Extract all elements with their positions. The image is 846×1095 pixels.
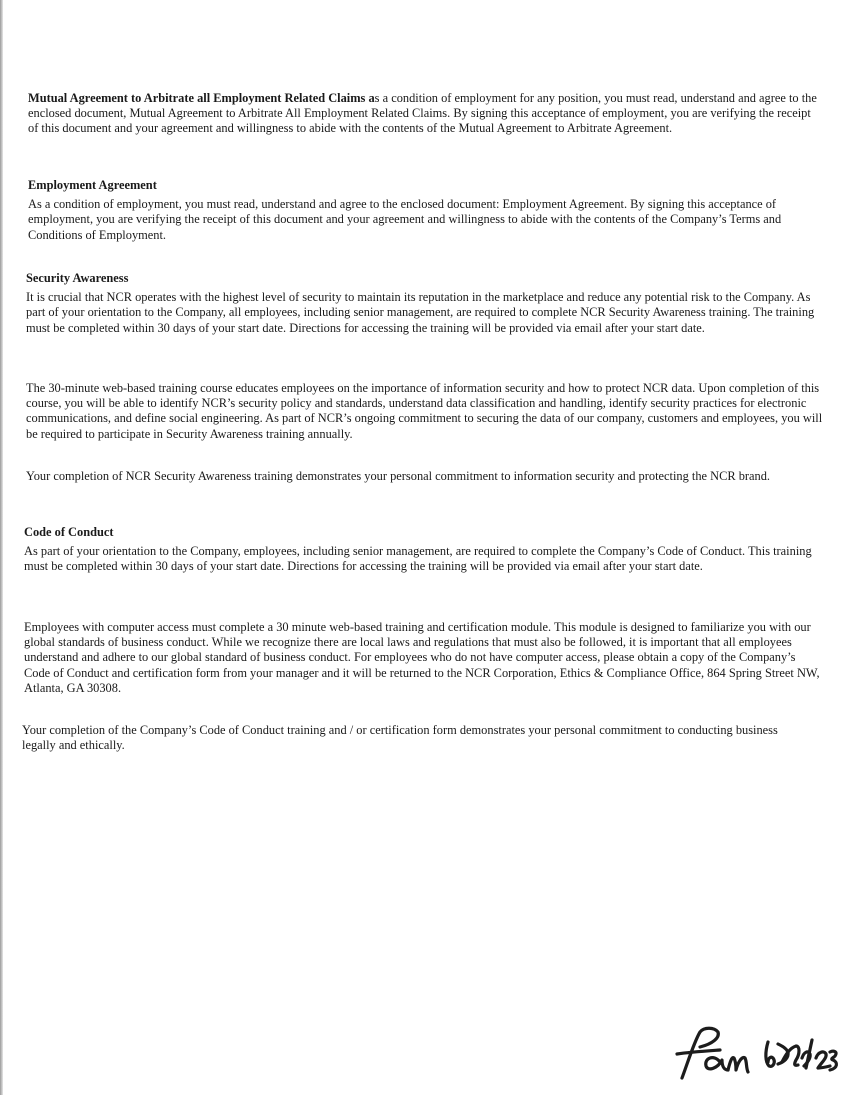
code-of-conduct-section xyxy=(24,525,824,575)
security-awareness-section xyxy=(26,271,824,336)
signature-strokes xyxy=(677,1028,836,1078)
code-of-conduct-paragraph-3: Your completion of the Company’s Code of Conduct training and / or certification form demonstrates your personal commitment to conducting business legally and ethically. xyxy=(22,723,778,753)
code-of-conduct-paragraph-2: Employees with computer access must complete a 30 minute web-based training and certification module. This module is designed to familiarize you with our global standards of business conduct. While we recognize there are local laws and regulations that must also be followed, it is important that all employees understand and adhere to our global standard of business conduct. For employees who do not have computer access, please obtain a copy of the Company’s Code of Conduct and certification form from your manager and it will be returned to the NCR Corporation, Ethics & Compliance Office, 864 Spring Street NW, Atlanta, GA 30308. xyxy=(24,620,820,695)
signature-date-2b xyxy=(816,1052,830,1068)
signature-crossbar xyxy=(677,1050,720,1054)
signature-date-6 xyxy=(766,1042,774,1066)
security-awareness-paragraph-1: It is crucial that NCR operates with the highest level of security to maintain its reputation in the marketplace and reduce any potential risk to the Company. As part of your orientation to the Company, all employees, including senior management, are required to complete NCR Security Awareness training. The training must be completed within 30 days of your start date. Directions for accessing the training will be provided via email after your start date. xyxy=(26,290,815,335)
scan-edge xyxy=(0,0,3,1095)
signature-initial-n xyxy=(728,1058,748,1072)
security-awareness-block-3 xyxy=(26,469,824,484)
security-awareness-paragraph-3: Your completion of NCR Security Awareness training demonstrates your personal commitment to information security and protecting the NCR brand. xyxy=(26,469,770,483)
arbitration-section xyxy=(28,91,824,137)
employment-agreement-paragraph: As a condition of employment, you must read, understand and agree to the enclosed document: Employment Agreement. By signing this acceptance of employment, you are verifying the receipt of this document and your agreement and willingness to abide with the contents of the Company’s Terms and Conditions of Employment. xyxy=(28,197,782,242)
code-of-conduct-paragraph-1: As part of your orientation to the Company, employees, including senior management, are required to complete the Company’s Code of Conduct. This training must be completed within 30 days of your start date. Directions for accessing the training will be provided via email after your start date. xyxy=(24,544,812,574)
security-awareness-paragraph-2: The 30-minute web-based training course educates employees on the importance of information security and how to protect NCR data. Upon completion of this course, you will be able to identify NCR’s security policy and standards, understand data classification and handling, identify security practices for electronic communications, and define social engineering. As part of NCR’s ongoing commitment to securing the data of our company, customers and employees, you will be required to participate in Security Awareness training annually. xyxy=(26,381,823,441)
security-awareness-heading: Security Awareness xyxy=(26,271,129,285)
employment-agreement-section xyxy=(28,178,824,243)
code-of-conduct-heading: Code of Conduct xyxy=(24,525,114,539)
employment-agreement-heading: Employment Agreement xyxy=(28,178,157,192)
security-awareness-block-2 xyxy=(26,381,824,442)
signature-initial-a xyxy=(706,1058,728,1070)
code-of-conduct-block-2 xyxy=(24,620,824,696)
handwritten-signature xyxy=(670,1018,846,1088)
arbitration-text: s a condition of employment for any position, you must read, understand and agree to the enclosed document, Mutual Agreement to Arbitrate All Employment Related Claims. By signing this acceptance of employment, you are verifying the receipt of this document and your agreement and willingness to abide with the contents of the Mutual Agreement to Arbitrate Agreement. xyxy=(28,91,817,136)
arbitration-lead: Mutual Agreement to Arbitrate all Employment Related Claims a xyxy=(28,91,375,105)
code-of-conduct-block-3 xyxy=(22,723,782,753)
arbitration-paragraph xyxy=(28,91,824,137)
